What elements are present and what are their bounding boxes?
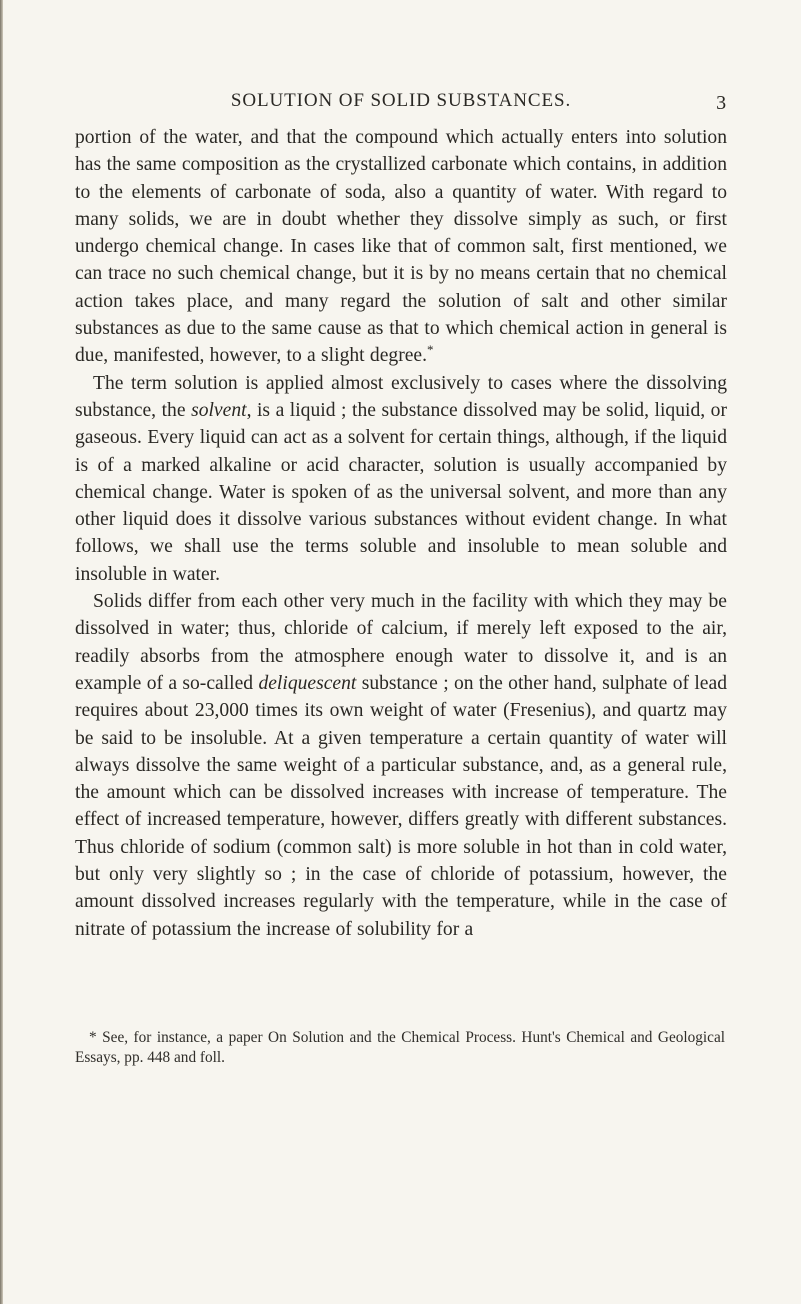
footnote-text: See, for instance, a paper On Solution and the Chemical Process. Hunt's Chemical and Geological Essays, pp. 448 and foll. <box>75 1029 726 1066</box>
paragraph <box>75 370 727 588</box>
paragraph <box>75 588 727 943</box>
page-number: 3 <box>716 92 727 114</box>
body-text <box>75 124 727 943</box>
book-page <box>75 88 727 943</box>
footnote-mark: * <box>89 1029 97 1046</box>
paragraph-text: The term solution is applied almost exclusively to cases where the dissolving substance, the <box>75 372 727 421</box>
footnote <box>75 1028 725 1068</box>
running-head <box>75 88 727 124</box>
paragraph <box>75 124 727 370</box>
paragraph-text: portion of the water, and that the compound which actually enters into solution has the same composition as the crystallized carbonate which contains, in addition to the elements of carbonate of soda, also a quantity of water. With regard to many solids, we are in doubt whether they dissolve simply as such, or first undergo chemical change. In cases like that of common salt, first mentioned, we can trace no such chemical change, but it is by no means certain that no chemical action takes place, and many regard the solution of salt and other similar substances as due to the same cause as that to which chemical action in general is due, manifested, however, to a slight degree. <box>75 127 727 367</box>
italic-term: deliquescent <box>258 672 357 694</box>
page-edge-shadow <box>0 0 3 1304</box>
running-head-title: SOLUTION OF SOLID SUBSTANCES. <box>230 90 572 111</box>
footnote-reference: * <box>427 342 434 358</box>
italic-term: solvent <box>191 399 247 421</box>
paragraph-text: , is a liquid ; the substance dissolved may be solid, liquid, or gaseous. Every liquid can act as a solvent for certain things, although, if the liquid is of a marked alkaline or acid character, solution is usually accompanied by chemical change. Water is spoken of as the universal solvent, and more than any other liquid does it dissolve various substances without evident change. In what follows, we shall use the terms soluble and insoluble to mean soluble and insoluble in water. <box>75 399 727 585</box>
paragraph-text: substance ; on the other hand, sulphate of lead requires about 23,000 times its own weight of water (Fresenius), and quartz may be said to be insoluble. At a given temperature a certain quantity of water will always dissolve the same weight of a particular substance, and, as a general rule, the amount which can be dissolved increases with increase of temperature. The effect of increased temperature, however, differs greatly with different substances. Thus chloride of sodium (common salt) is more soluble in hot than in cold water, but only very slightly so ; in the case of chloride of potassium, however, the amount dissolved increases regularly with the temperature, while in the case of nitrate of potassium the increase of solubility for a <box>75 672 727 940</box>
paragraph-text: Solids differ from each other very much in the facility with which they may be dissolved in water; thus, chloride of calcium, if merely left exposed to the air, readily absorbs from the atmosphere enough water to dissolve it, and is an example of a so-called <box>75 591 727 694</box>
